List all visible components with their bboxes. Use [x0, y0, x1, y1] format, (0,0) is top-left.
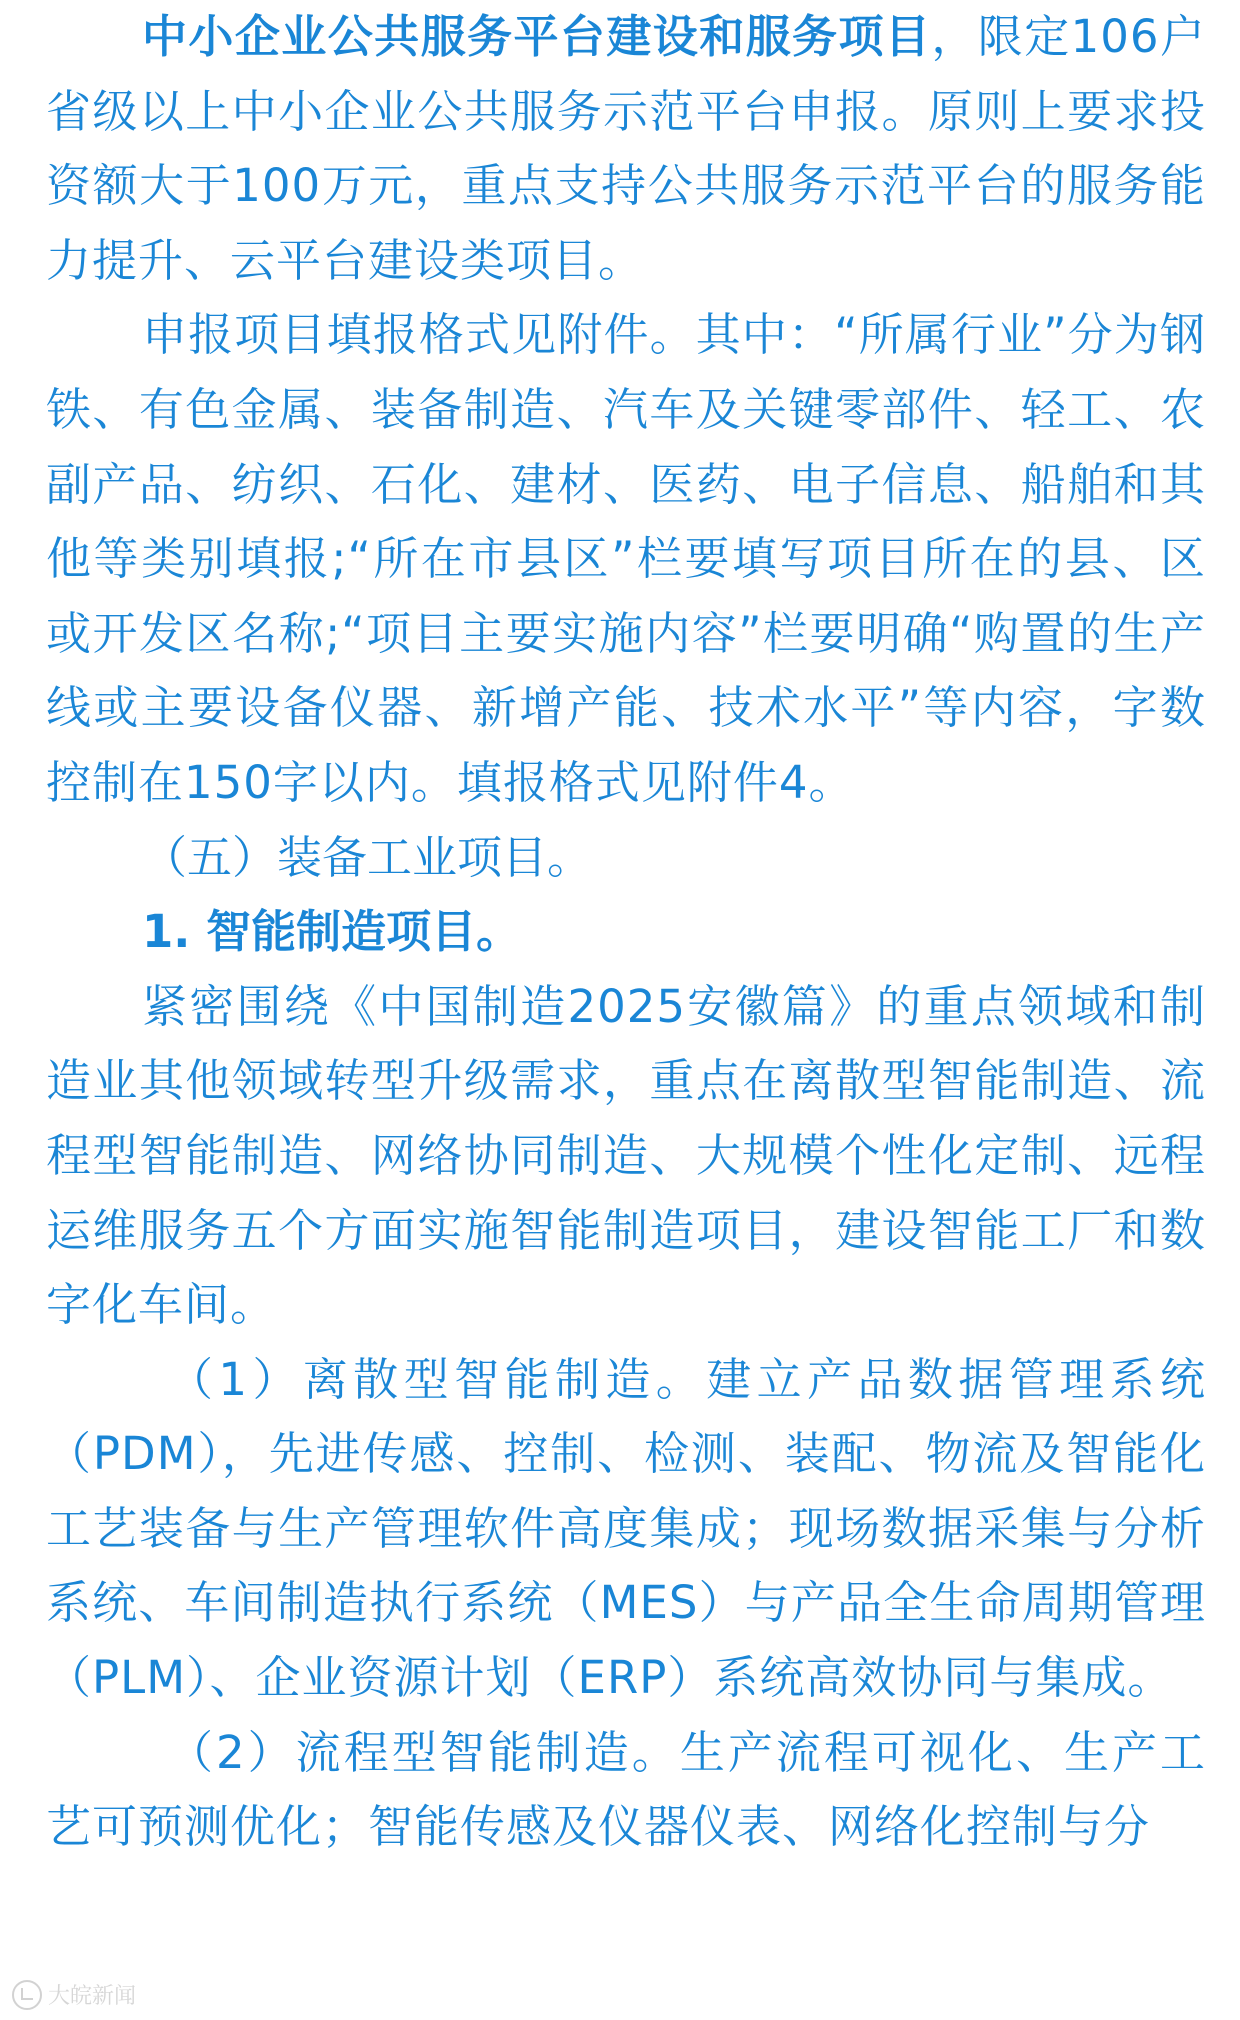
subsection-heading-smart-manufacturing: 1. 智能制造项目。 [142, 905, 522, 959]
paragraph-bold-lead: 中小企业公共服务平台建设和服务项目 [142, 10, 932, 63]
document-body [46, 0, 1206, 1865]
list-item-process-manufacturing: （2）流程型智能制造。生产流程可视化、生产工艺可预测优化；智能传感及仪器仪表、网络化控制与分 [46, 1725, 1206, 1854]
watermark [12, 1979, 136, 2010]
list-item-discrete-manufacturing: （1）离散型智能制造。建立产品数据管理系统（PDM），先进传感、控制、检测、装配、物流及智能化工艺装备与生产管理软件高度集成；现场数据采集与分析系统、车间制造执行系统（MES）与产品全生命周期管理（PLM）、企业资源计划（ERP）系统高效协同与集成。 [46, 1352, 1206, 1705]
watermark-logo-icon [12, 1980, 42, 2010]
paragraph-smart-manufacturing-overview: 紧密围绕《中国制造2025安徽篇》的重点领域和制造业其他领域转型升级需求，重点在离散型智能制造、流程型智能制造、网络协同制造、大规模个性化定制、远程运维服务五个方面实施智能制造项目，建设智能工厂和数字化车间。 [46, 979, 1206, 1332]
paragraph-text: ，限定106户省级以上中小企业公共服务示范平台申报。原则上要求投资额大于100万元，重点支持公共服务示范平台的服务能力提升、云平台建设类项目。 [46, 10, 1206, 287]
paragraph-filing-format: 申报项目填报格式见附件。其中：“所属行业”分为钢铁、有色金属、装备制造、汽车及关键零部件、轻工、农副产品、纺织、石化、建材、医药、电子信息、船舶和其他等类别填报;“所在市县区”栏要填写项目所在的县、区或开发区名称;“项目主要实施内容”栏要明确“购置的生产线或主要设备仪器、新增产能、技术水平”等内容，字数控制在150字以内。填报格式见附件4。 [46, 308, 1206, 809]
paragraph-public-service-platform [46, 0, 1206, 298]
watermark-text: 大皖新闻 [48, 1984, 137, 2009]
section-heading-equipment-industry: （五）装备工业项目。 [142, 830, 593, 884]
